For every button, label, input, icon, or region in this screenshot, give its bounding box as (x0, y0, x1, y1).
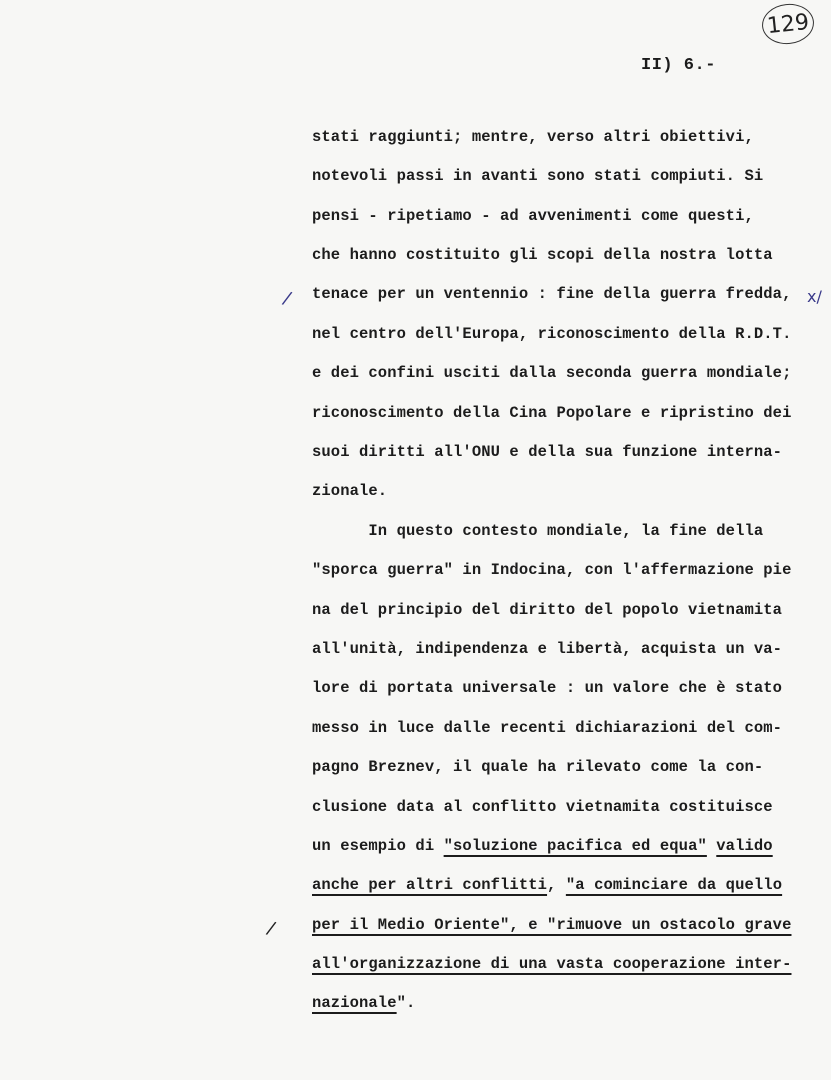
text-line (312, 994, 415, 1012)
text-run: ". (396, 994, 416, 1012)
margin-pen-mark: x/ (807, 287, 822, 306)
text-line: "sporca guerra" in Indocina, con l'affermazione pie (312, 561, 792, 579)
text-line (312, 876, 782, 894)
text-line: In questo contesto mondiale, la fine della (312, 522, 764, 540)
text-line: che hanno costituito gli scopi della nostra lotta (312, 246, 773, 264)
text-line: clusione data al conflitto vietnamita costituisce (312, 798, 773, 816)
text-line-underlined: per il Medio Oriente", e "rimuove un ostacolo grave (312, 916, 792, 934)
page-number-stamp: 129 (760, 1, 816, 46)
text-line: messo in luce dalle recenti dichiarazioni del com- (312, 719, 783, 737)
text-line: zionale. (312, 482, 388, 500)
text-line: suoi diritti all'ONU e della sua funzione interna- (312, 443, 783, 461)
text-line-underlined: all'organizzazione di una vasta cooperazione inter- (312, 955, 792, 973)
text-line: nel centro dell'Europa, riconoscimento della R.D.T. (312, 325, 792, 343)
underlined-quote: "a cominciare da quello (565, 876, 783, 894)
section-page-header: II) 6.- (641, 56, 716, 75)
underlined-text: anche per altri conflitti (312, 876, 548, 894)
underlined-text: valido (716, 837, 773, 855)
text-run (707, 837, 716, 855)
text-line: stati raggiunti; mentre, verso altri obiettivi, (312, 128, 754, 146)
margin-pen-mark: / (280, 287, 294, 310)
text-line: na del principio del diritto del popolo vietnamita (312, 601, 783, 619)
text-run: un esempio di (312, 837, 444, 855)
text-line: tenace per un ventennio : fine della guerra fredda, (312, 285, 792, 303)
text-line: pagno Breznev, il quale ha rilevato come la con- (312, 758, 764, 776)
text-line: e dei confini usciti dalla seconda guerra mondiale; (312, 364, 792, 382)
underlined-quote: "soluzione pacifica ed equa" (443, 837, 707, 855)
text-line (312, 837, 773, 855)
text-line: pensi - ripetiamo - ad avvenimenti come questi, (312, 207, 754, 225)
underlined-text: nazionale (312, 994, 397, 1012)
text-line: all'unità, indipendenza e libertà, acquista un va- (312, 640, 783, 658)
text-line: lore di portata universale : un valore che è stato (312, 679, 783, 697)
text-line: riconoscimento della Cina Popolare e ripristino dei (312, 404, 792, 422)
margin-pen-mark: / (264, 917, 278, 940)
text-run: , (547, 876, 566, 894)
text-line: notevoli passi in avanti sono stati compiuti. Si (312, 167, 764, 185)
